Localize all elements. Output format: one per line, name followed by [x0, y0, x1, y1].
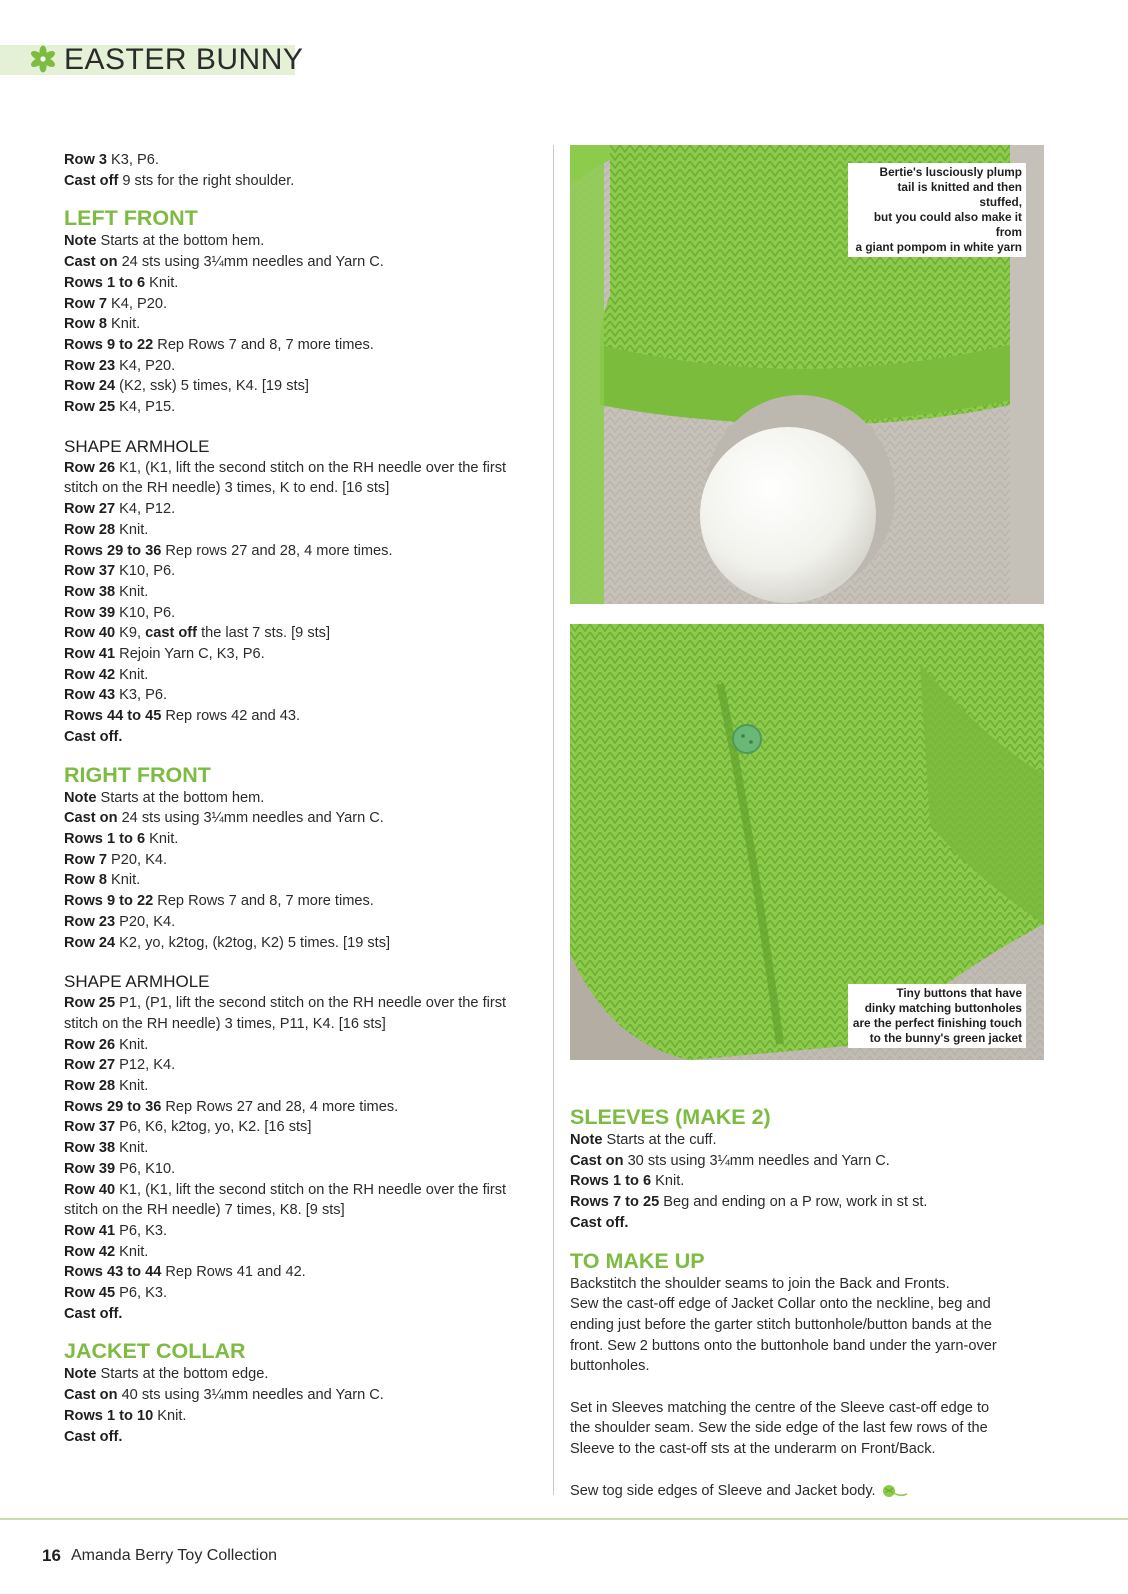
pattern-line: Row 28 Knit. [64, 1078, 149, 1095]
right-column [570, 1104, 1050, 1501]
pattern-line: Rows 43 to 44 Rep Rows 41 and 42. [64, 1264, 306, 1281]
pattern-line: Row 26 Knit. [64, 1036, 149, 1053]
make-up-line: front. Sew 2 buttons onto the buttonhole band under the yarn-over [570, 1337, 997, 1354]
pattern-line: Cast off. [64, 728, 123, 745]
pattern-line: Note Starts at the cuff. [570, 1132, 717, 1148]
pattern-line: Rows 9 to 22 Rep Rows 7 and 8, 7 more times. [64, 893, 374, 910]
make-up-line: buttonholes. [570, 1358, 650, 1375]
left-front-lines [64, 231, 544, 417]
page-title: EASTER BUNNY [64, 43, 304, 76]
pattern-line: Row 8 Knit. [64, 316, 141, 333]
photo-bunny-tail [570, 145, 1044, 604]
make-up-line: Sew the cast-off edge of Jacket Collar onto the neckline, beg and [570, 1296, 991, 1313]
pattern-line: stitch on the RH needle) 3 times, K to end. [16 sts] [64, 480, 390, 497]
pattern-line: Row 40 K1, (K1, lift the second stitch on the RH needle over the first [64, 1181, 507, 1198]
pattern-line: Row 39 K10, P6. [64, 604, 176, 621]
pattern-line: Row 43 K3, P6. [64, 687, 168, 704]
pattern-line: Cast off 9 sts for the right shoulder. [64, 172, 295, 189]
pattern-line: Note Starts at the bottom hem. [64, 789, 265, 806]
pattern-line: Row 24 K2, yo, k2tog, (k2tog, K2) 5 times. [19 sts] [64, 934, 391, 951]
pattern-line: Row 23 P20, K4. [64, 913, 176, 930]
pattern-line: Row 37 P6, K6, k2tog, yo, K2. [16 sts] [64, 1119, 312, 1136]
pattern-line: Rows 1 to 6 Knit. [64, 830, 179, 847]
column-divider [553, 145, 554, 1495]
section-heading-left-front: LEFT FRONT [64, 206, 198, 231]
photo-jacket-button [570, 624, 1044, 1060]
intro-block [64, 150, 544, 191]
pattern-line: Row 27 K4, P12. [64, 501, 176, 518]
pattern-line: Row 8 Knit. [64, 872, 141, 889]
pattern-line: Cast on 30 sts using 3¼mm needles and Yarn C. [570, 1152, 890, 1169]
pattern-line: Cast off. [64, 1428, 123, 1445]
subheading-left-armhole: SHAPE ARMHOLE [64, 436, 210, 456]
make-up-line: Sleeve to the cast-off sts at the underarm on Front/Back. [570, 1441, 936, 1458]
pattern-line: Row 38 Knit. [64, 1140, 149, 1157]
jacket-collar-lines [64, 1364, 544, 1447]
pattern-line: Row 7 P20, K4. [64, 851, 168, 868]
pattern-line: Cast on 40 sts using 3¼mm needles and Yarn C. [64, 1387, 384, 1404]
publication-title: Amanda Berry Toy Collection [71, 1547, 278, 1564]
pattern-line: Row 28 Knit. [64, 521, 149, 538]
pattern-line: Rows 1 to 6 Knit. [570, 1173, 685, 1190]
section-heading-right-front: RIGHT FRONT [64, 762, 211, 787]
pattern-line: Row 7 K4, P20. [64, 295, 168, 312]
pattern-line: Rows 29 to 36 Rep Rows 27 and 28, 4 more times. [64, 1098, 399, 1115]
flower-icon [28, 44, 58, 74]
photo-caption-buttons: Tiny buttons that have dinky matching buttonholes are the perfect finishing touch to the bunny's green jacket [848, 984, 1026, 1048]
pattern-line: Rows 1 to 6 Knit. [64, 274, 179, 291]
pattern-line: Row 41 Rejoin Yarn C, K3, P6. [64, 646, 265, 663]
pattern-line: Cast off. [570, 1214, 629, 1231]
pattern-line: Row 45 P6, K3. [64, 1285, 168, 1302]
right-armhole-lines [64, 993, 544, 1324]
footer-rule [0, 1518, 1128, 1520]
make-up-line: ending just before the garter stitch buttonhole/button bands at the [570, 1316, 992, 1333]
pattern-line: Cast off. [64, 1305, 123, 1322]
left-column [64, 150, 544, 1447]
page-number: 16 [42, 1546, 61, 1565]
pattern-line: stitch on the RH needle) 3 times, P11, K4. [16 sts] [64, 1015, 386, 1032]
pattern-line: Cast on 24 sts using 3¼mm needles and Yarn C. [64, 254, 384, 271]
pattern-line: Row 42 Knit. [64, 1243, 149, 1260]
pattern-line: Rows 1 to 10 Knit. [64, 1407, 187, 1424]
photo-caption-tail: Bertie's lusciously plump tail is knitted and then stuffed, but you could also make it from a giant pompom in white yarn [848, 163, 1026, 257]
pattern-line: Row 26 K1, (K1, lift the second stitch on the RH needle over the first [64, 459, 507, 476]
pattern-line: Row 41 P6, K3. [64, 1222, 168, 1239]
make-up-line: Set in Sleeves matching the centre of the Sleeve cast-off edge to [570, 1399, 990, 1416]
yarn-ball-icon [882, 1484, 908, 1498]
pattern-line: Note Starts at the bottom edge. [64, 1366, 269, 1383]
left-armhole-lines [64, 458, 544, 748]
pattern-line: Row 25 K4, P15. [64, 399, 176, 416]
pattern-line: Row 25 P1, (P1, lift the second stitch on the RH needle over the first [64, 995, 507, 1012]
pattern-line: Row 40 K9, cast off the last 7 sts. [9 sts] [64, 625, 331, 642]
pattern-line: stitch on the RH needle) 7 times, K8. [9 sts] [64, 1202, 345, 1219]
pattern-line: Rows 29 to 36 Rep rows 27 and 28, 4 more times. [64, 542, 393, 559]
pattern-line: Row 23 K4, P20. [64, 357, 176, 374]
pattern-line: Row 38 Knit. [64, 583, 149, 600]
pattern-line: Row 27 P12, K4. [64, 1057, 176, 1074]
make-up-line: Backstitch the shoulder seams to join the Back and Fronts. [570, 1275, 950, 1292]
subheading-right-armhole: SHAPE ARMHOLE [64, 972, 210, 992]
section-heading-sleeves: SLEEVES (MAKE 2) [570, 1105, 771, 1129]
make-up-final-line: Sew tog side edges of Sleeve and Jacket body. [570, 1481, 1050, 1502]
right-front-lines [64, 788, 544, 954]
pattern-line: Row 3 K3, P6. [64, 152, 159, 168]
pattern-line: Cast on 24 sts using 3¼mm needles and Yarn C. [64, 810, 384, 827]
pattern-line: Row 39 P6, K10. [64, 1160, 176, 1177]
make-up-line: the shoulder seam. Sew the side edge of the last few rows of the [570, 1420, 988, 1437]
section-heading-jacket-collar: JACKET COLLAR [64, 1339, 246, 1364]
pattern-line: Rows 9 to 22 Rep Rows 7 and 8, 7 more times. [64, 336, 374, 353]
pattern-line: Note Starts at the bottom hem. [64, 233, 265, 250]
pattern-line: Row 24 (K2, ssk) 5 times, K4. [19 sts] [64, 378, 309, 395]
pattern-line: Row 42 Knit. [64, 666, 149, 683]
section-heading-make-up: TO MAKE UP [570, 1248, 705, 1273]
sleeves-lines [570, 1130, 1050, 1234]
pattern-line: Row 37 K10, P6. [64, 563, 176, 580]
pattern-line: Rows 7 to 25 Beg and ending on a P row, work in st st. [570, 1194, 928, 1211]
pattern-line: Rows 44 to 45 Rep rows 42 and 43. [64, 708, 301, 725]
